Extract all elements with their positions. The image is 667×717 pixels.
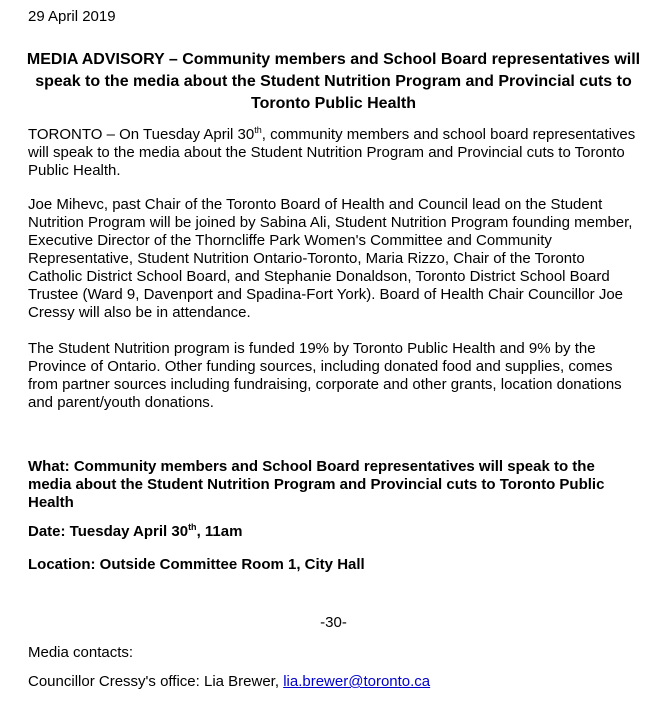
end-marker: -30-: [320, 614, 347, 631]
intro-text-start: TORONTO – On Tuesday April 30: [28, 126, 255, 143]
event-date-suffix: th: [188, 522, 197, 532]
funding-paragraph: The Student Nutrition program is funded 19% by Toronto Public Health and 9% by the Province of Ontario. Other funding sources, including donated food and supplies, comes from partner sources including fundraising, corporate and other grants, location donations and parent/youth donations.: [28, 340, 622, 411]
office-contact-label: Councillor Cressy's office: Lia Brewer,: [28, 673, 284, 690]
media-contacts-label: Media contacts:: [28, 644, 134, 661]
intro-paragraph: [28, 126, 638, 180]
release-date: 29 April 2019: [28, 8, 116, 25]
event-date: [28, 523, 242, 540]
what-details: What: Community members and School Board representatives will speak to the media about the Student Nutrition Program and Provincial cuts to Toronto Public Health: [28, 458, 605, 511]
office-contact: [28, 673, 430, 690]
event-date-end: , 11am: [196, 523, 243, 540]
event-location: Location: Outside Committee Room 1, City Hall: [28, 556, 365, 573]
intro-ordinal-suffix: th: [254, 125, 262, 135]
intro-text-end: , community members and school board representatives will speak to the media about the Student Nutrition Program and Provincial cuts to Toronto Public Health.: [28, 126, 636, 179]
speakers-paragraph: Joe Mihevc, past Chair of the Toronto Board of Health and Council lead on the Student Nutrition Program will be joined by Sabina Ali, Student Nutrition Program founding member, Executive Director of the Thorncliffe Park Women's Committee and Community Representative, Student Nutrition Ontario-Toronto, Maria Rizzo, Chair of the Toronto Catholic District School Board, and Stephanie Donaldson, Toronto District School Board Trustee (Ward 9, Davenport and Spadina-Fort York). Board of Health Chair Councillor Joe Cressy will also be in attendance.: [28, 196, 633, 321]
email-link[interactable]: lia.brewer@toronto.ca: [283, 673, 431, 690]
advisory-title: MEDIA ADVISORY – Community members and School Board representatives will speak to the media about the Student Nutrition Program and Provincial cuts to Toronto Public Health: [26, 51, 641, 112]
event-date-start: Date: Tuesday April 30: [28, 523, 189, 540]
